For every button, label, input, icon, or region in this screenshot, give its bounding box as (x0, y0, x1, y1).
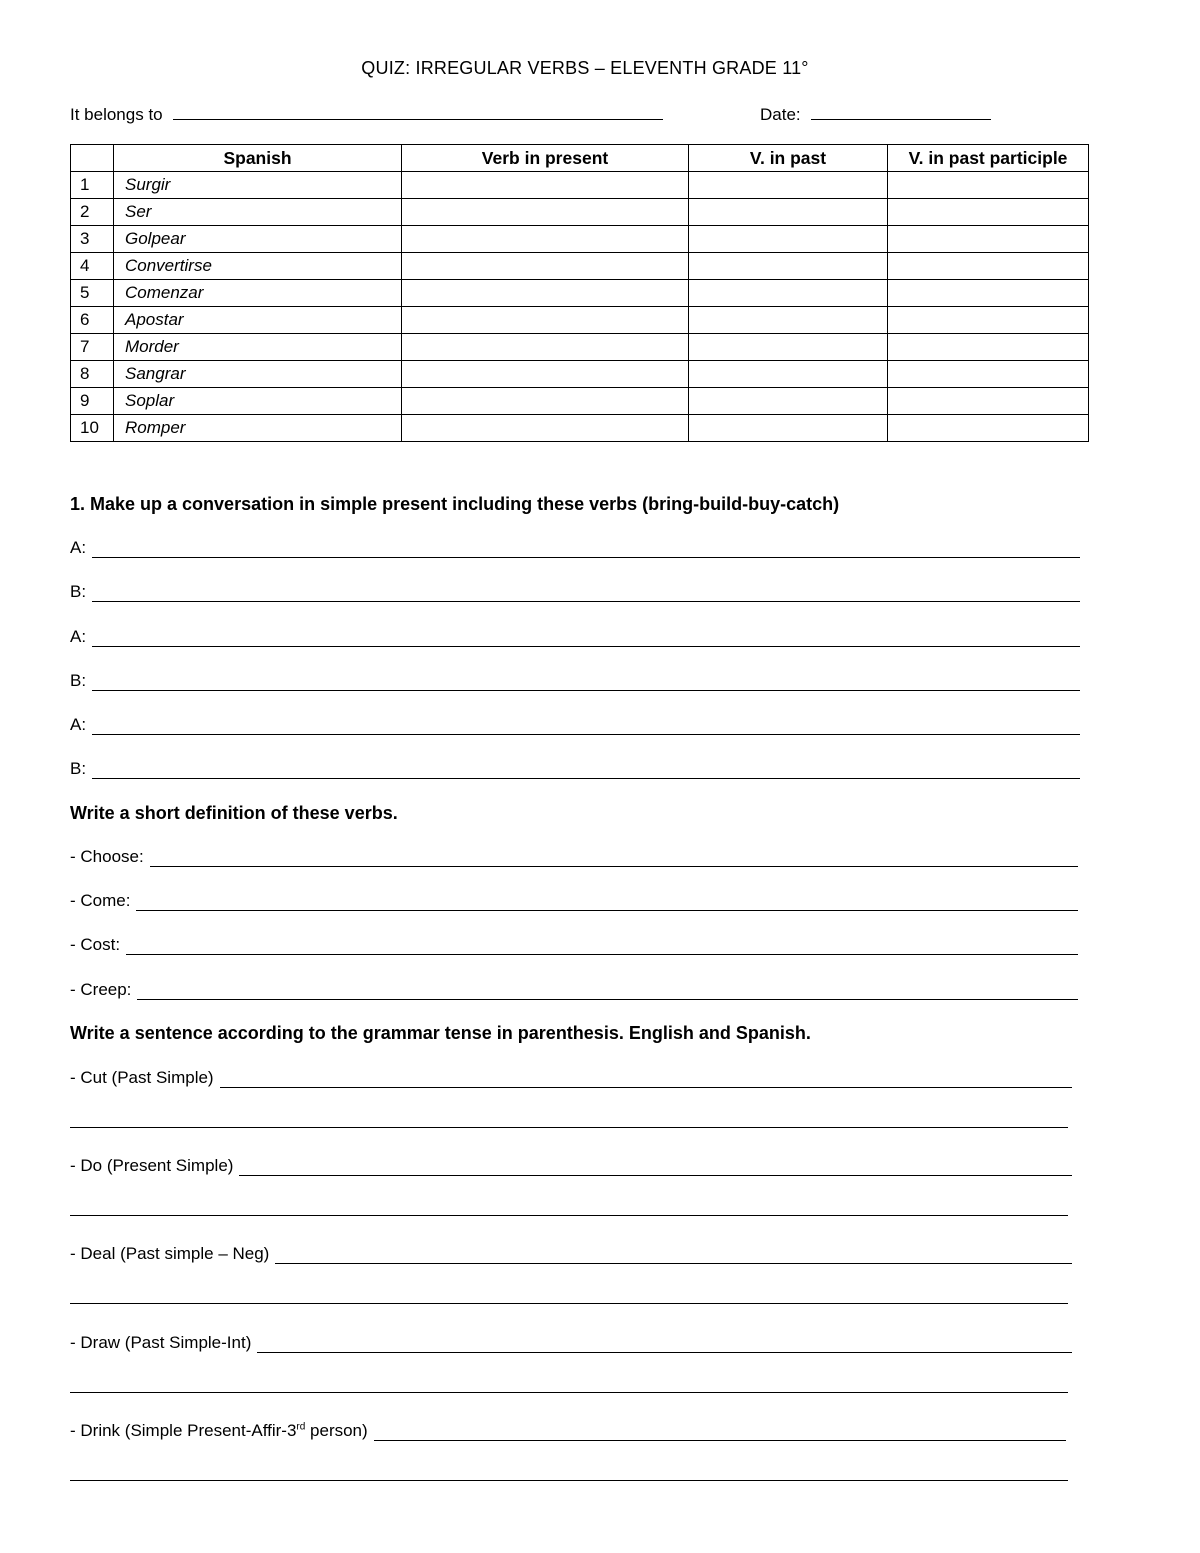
spanish-verb: Sangrar (114, 361, 402, 388)
belongs-to-row (70, 104, 663, 125)
row-number: 3 (71, 226, 114, 253)
definition-line-label: - Creep: (70, 980, 132, 999)
spanish-verb: Convertirse (114, 253, 402, 280)
definition-line-answer-line[interactable] (150, 852, 1078, 867)
present-answer-cell[interactable] (402, 199, 689, 226)
participle-answer-cell[interactable] (888, 334, 1089, 361)
past-answer-cell[interactable] (689, 415, 888, 442)
definition-line (70, 891, 1078, 911)
present-answer-cell[interactable] (402, 253, 689, 280)
table-row (71, 226, 1089, 253)
present-answer-cell[interactable] (402, 280, 689, 307)
spanish-verb: Surgir (114, 172, 402, 199)
spanish-verb: Romper (114, 415, 402, 442)
past-answer-cell[interactable] (689, 226, 888, 253)
definition-line-label: - Choose: (70, 847, 144, 866)
sentence-line-label: - Draw (Past Simple-Int) (70, 1333, 252, 1352)
definition-line-answer-line[interactable] (137, 985, 1078, 1000)
past-answer-cell[interactable] (689, 334, 888, 361)
definition-line (70, 935, 1078, 955)
sentence-line-label: - Do (Present Simple) (70, 1156, 234, 1175)
participle-answer-cell[interactable] (888, 172, 1089, 199)
participle-answer-cell[interactable] (888, 307, 1089, 334)
participle-answer-cell[interactable] (888, 388, 1089, 415)
belongs-to-label: It belongs to (70, 105, 163, 124)
date-row (760, 104, 991, 125)
table-header-row (71, 145, 1089, 172)
row-number: 8 (71, 361, 114, 388)
sentence-line-answer-line[interactable] (220, 1073, 1072, 1088)
conversation-line (70, 582, 1080, 602)
table-row (71, 388, 1089, 415)
participle-answer-cell[interactable] (888, 280, 1089, 307)
definition-line-label: - Come: (70, 891, 131, 910)
header-present: Verb in present (402, 145, 689, 172)
sentence-line (70, 1068, 1072, 1088)
sentence-line-answer-line[interactable] (374, 1426, 1066, 1441)
present-answer-cell[interactable] (402, 226, 689, 253)
table-row (71, 199, 1089, 226)
spanish-verb: Soplar (114, 388, 402, 415)
definition-line (70, 847, 1078, 867)
participle-answer-cell[interactable] (888, 226, 1089, 253)
row-number: 4 (71, 253, 114, 280)
row-number: 9 (71, 388, 114, 415)
conversation-line (70, 627, 1080, 647)
header-past: V. in past (689, 145, 888, 172)
sentence-line (70, 1333, 1072, 1353)
sentence-continuation-line[interactable] (70, 1126, 1068, 1128)
header-spanish: Spanish (114, 145, 402, 172)
participle-answer-cell[interactable] (888, 361, 1089, 388)
spanish-verb: Morder (114, 334, 402, 361)
conversation-line-label: A: (70, 627, 87, 646)
date-blank[interactable] (811, 104, 991, 120)
sentence-line-label: - Deal (Past simple – Neg) (70, 1244, 270, 1263)
conversation-line (70, 715, 1080, 735)
spanish-verb: Ser (114, 199, 402, 226)
table-row (71, 334, 1089, 361)
table-row (71, 280, 1089, 307)
conversation-line-answer-line[interactable] (92, 720, 1080, 735)
row-number: 5 (71, 280, 114, 307)
definition-line-answer-line[interactable] (136, 896, 1078, 911)
past-answer-cell[interactable] (689, 280, 888, 307)
spanish-verb: Comenzar (114, 280, 402, 307)
past-answer-cell[interactable] (689, 307, 888, 334)
sentence-line-label-text: - Drink (Simple Present-Affir-3 (70, 1421, 297, 1440)
sentence-continuation-line[interactable] (70, 1391, 1068, 1393)
past-answer-cell[interactable] (689, 172, 888, 199)
conversation-line-label: B: (70, 759, 87, 778)
sentence-continuation-line[interactable] (70, 1479, 1068, 1481)
conversation-line-label: B: (70, 671, 87, 690)
conversation-line (70, 759, 1080, 779)
verbs-table (70, 144, 1089, 442)
spanish-verb: Golpear (114, 226, 402, 253)
sentence-continuation-line[interactable] (70, 1302, 1068, 1304)
present-answer-cell[interactable] (402, 172, 689, 199)
participle-answer-cell[interactable] (888, 415, 1089, 442)
conversation-line-answer-line[interactable] (92, 676, 1080, 691)
past-answer-cell[interactable] (689, 253, 888, 280)
sentence-heading: Write a sentence according to the grammar tense in parenthesis. English and Spanish. (70, 1023, 811, 1043)
present-answer-cell[interactable] (402, 334, 689, 361)
definition-line-answer-line[interactable] (126, 940, 1078, 955)
header-past-participle: V. in past participle (888, 145, 1089, 172)
present-answer-cell[interactable] (402, 361, 689, 388)
conversation-heading: 1. Make up a conversation in simple present including these verbs (bring-build-buy-catch) (70, 494, 840, 514)
conversation-line-label: B: (70, 582, 87, 601)
table-row (71, 415, 1089, 442)
definition-heading: Write a short definition of these verbs. (70, 803, 398, 823)
participle-answer-cell[interactable] (888, 253, 1089, 280)
sentence-line-answer-line[interactable] (257, 1338, 1072, 1353)
conversation-line-label: A: (70, 538, 87, 557)
conversation-line-answer-line[interactable] (92, 764, 1080, 779)
row-number: 2 (71, 199, 114, 226)
definition-line-label: - Cost: (70, 935, 121, 954)
ordinal-suffix: rd (296, 1421, 306, 1433)
row-number: 10 (71, 415, 114, 442)
table-row (71, 307, 1089, 334)
past-answer-cell[interactable] (689, 388, 888, 415)
conversation-line-answer-line[interactable] (92, 543, 1080, 558)
present-answer-cell[interactable] (402, 415, 689, 442)
conversation-line (70, 671, 1080, 691)
table-row (71, 361, 1089, 388)
conversation-line (70, 538, 1080, 558)
sentence-line-answer-line[interactable] (275, 1249, 1072, 1264)
name-blank[interactable] (173, 104, 663, 120)
table-row (71, 172, 1089, 199)
row-number: 1 (71, 172, 114, 199)
past-answer-cell[interactable] (689, 199, 888, 226)
spanish-verb: Apostar (114, 307, 402, 334)
date-label: Date: (760, 105, 801, 124)
conversation-line-label: A: (70, 715, 87, 734)
present-answer-cell[interactable] (402, 388, 689, 415)
sentence-line (70, 1244, 1072, 1264)
definition-line (70, 980, 1078, 1000)
participle-answer-cell[interactable] (888, 199, 1089, 226)
sentence-continuation-line[interactable] (70, 1214, 1068, 1216)
header-number (71, 145, 114, 172)
sentence-line-label: - Cut (Past Simple) (70, 1068, 214, 1087)
conversation-line-answer-line[interactable] (92, 587, 1080, 602)
row-number: 7 (71, 334, 114, 361)
row-number: 6 (71, 307, 114, 334)
table-row (71, 253, 1089, 280)
sentence-line (70, 1421, 1066, 1441)
conversation-line-answer-line[interactable] (92, 632, 1080, 647)
present-answer-cell[interactable] (402, 307, 689, 334)
page-title: QUIZ: IRREGULAR VERBS – ELEVENTH GRADE 11° (361, 58, 809, 78)
sentence-line-label-tail: person) (305, 1421, 368, 1440)
sentence-line-label (70, 1421, 368, 1441)
past-answer-cell[interactable] (689, 361, 888, 388)
sentence-line (70, 1156, 1072, 1176)
sentence-line-answer-line[interactable] (239, 1161, 1072, 1176)
